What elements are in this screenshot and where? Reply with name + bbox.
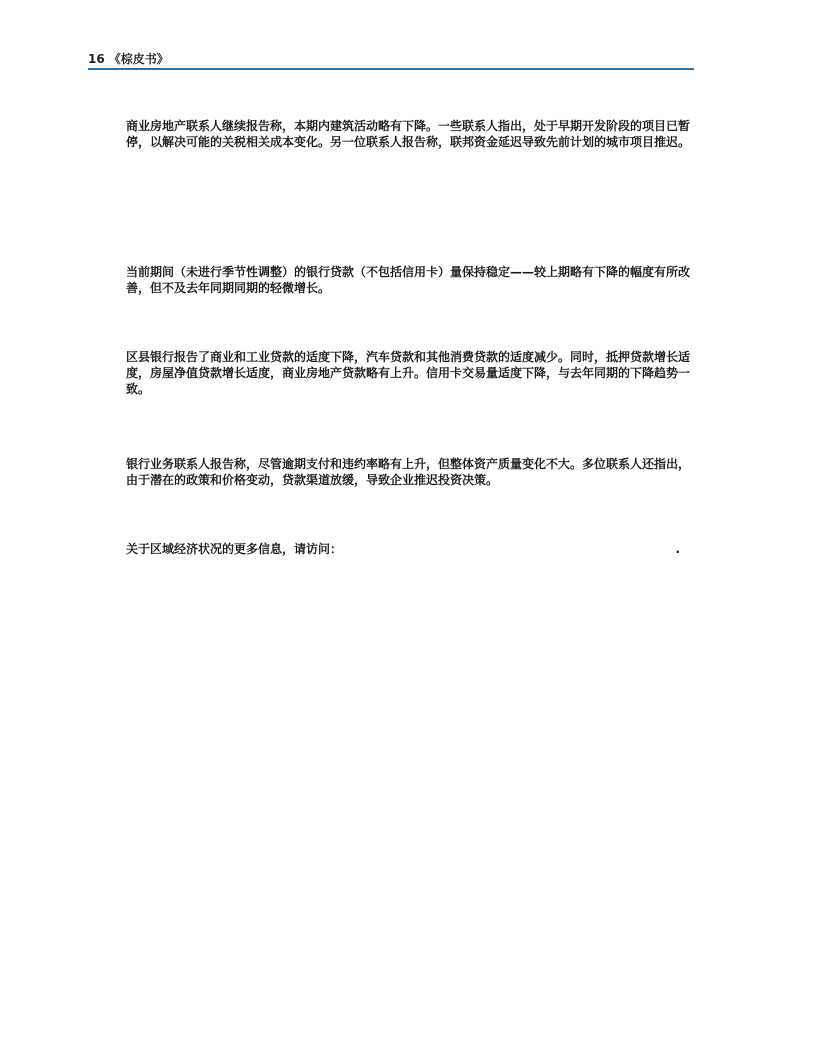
running-header	[88, 50, 173, 67]
more-info-label: 关于区域经济状况的更多信息，请访问：	[126, 542, 343, 556]
book-title: 《棕皮书》	[108, 52, 169, 66]
more-info-line	[126, 541, 690, 557]
more-info-trailing-period: .	[675, 542, 680, 556]
paragraph-commercial-real-estate: 商业房地产联系人继续报告称，本期内建筑活动略有下降。一些联系人指出，处于早期开发阶段的项目已暂停，以解决可能的关税相关成本变化。另一位联系人报告称，联邦资金延迟导致先前计划的城市项目推迟。	[126, 119, 691, 149]
page-header	[88, 46, 694, 70]
paragraph-banking-contacts: 银行业务联系人报告称，尽管逾期支付和违约率略有上升，但整体资产质量变化不大。多位联系人还指出，由于潜在的政策和价格变动，贷款渠道放缓，导致企业推迟投资决策。	[126, 457, 691, 487]
paragraph-bank-lending-volume: 当前期间（未进行季节性调整）的银行贷款（不包括信用卡）量保持稳定——较上期略有下降的幅度有所改善，但不及去年同期同期的轻微增长。	[126, 265, 691, 295]
paragraph-district-bank-loans: 区县银行报告了商业和工业贷款的适度下降，汽车贷款和其他消费贷款的适度减少。同时，抵押贷款增长适度，房屋净值贷款增长适度，商业房地产贷款略有上升。信用卡交易量适度下降，与去年同期的下降趋势一致。	[126, 350, 691, 396]
page-number: 16	[88, 52, 105, 66]
